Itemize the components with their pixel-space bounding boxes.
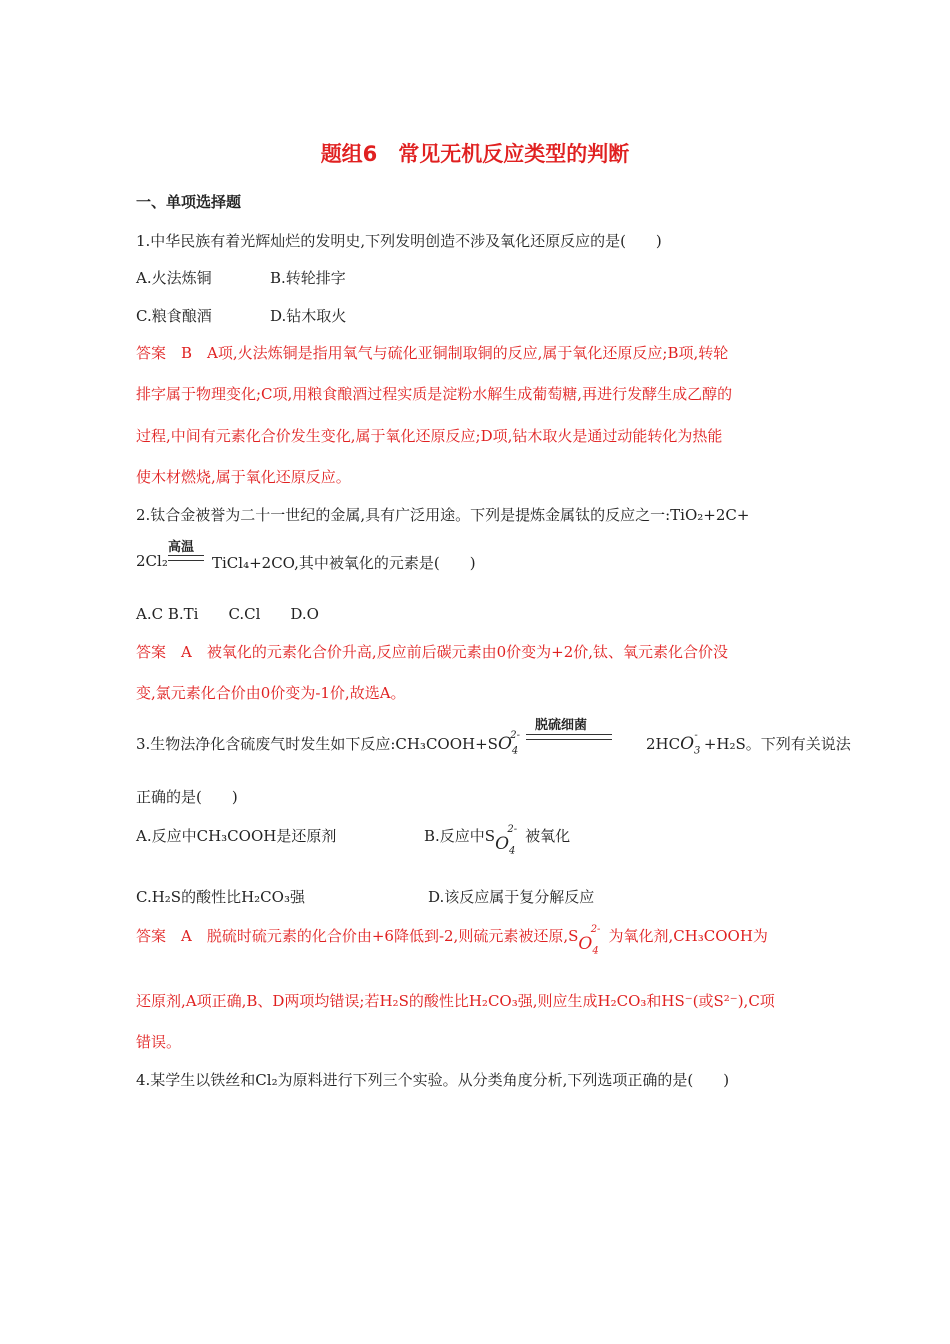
q3-product-hc: 2HC	[646, 735, 681, 753]
q3-equals-sign	[526, 734, 612, 740]
q1-answer-line2: 排字属于物理变化;C项,用粮食酿酒过程实质是淀粉水解生成葡萄糖,再进行发酵生成乙醇的	[136, 385, 733, 403]
q1-answer-line4: 使木材燃烧,属于氧化还原反应。	[136, 468, 351, 486]
q2-reactant: 2Cl₂	[136, 552, 168, 570]
q3-answer-line3: 错误。	[136, 1033, 182, 1051]
q3-option-b-ion	[495, 824, 525, 857]
q3-option-b	[424, 824, 571, 857]
q3-stem-line1	[136, 730, 528, 757]
q1-option-a: A.火法炼铜	[136, 269, 212, 287]
q1-option-b: B.转轮排字	[270, 269, 346, 287]
q3-answer-o: O	[578, 934, 593, 954]
q3-answer-line2: 还原剂,A项正确,B、D两项均错误;若H₂S的酸性比H₂CO₃强,则应生成H₂CO₃和HS⁻(或S²⁻),C项	[136, 992, 775, 1010]
q3-stem-line2: 正确的是( )	[136, 788, 238, 806]
q3-option-b-text: 被氧化	[525, 827, 571, 845]
q3-ion-sup: 2-	[510, 730, 520, 742]
q3-option-b-sup: 2-	[507, 824, 518, 836]
q2-reaction-condition: 高温	[168, 540, 195, 555]
q3-ion-bicarbonate	[680, 730, 704, 757]
q3-stem-tail: +H₂S。下列有关说法	[703, 735, 851, 753]
page-title: 题组6 常见无机反应类型的判断	[320, 142, 630, 166]
q3-ion-o: O	[497, 734, 512, 754]
q3-answer-part1: 答案 A 脱硫时硫元素的化合价由+6降低到-2,则硫元素被还原,S	[136, 927, 579, 945]
q1-answer-line1: 答案 B A项,火法炼铜是指用氧气与硫化亚铜制取铜的反应,属于氧化还原反应;B项,转轮	[136, 344, 729, 362]
q3-option-b-o: O	[495, 834, 510, 854]
q3-reaction-right	[646, 730, 851, 757]
q1-option-d: D.钻木取火	[270, 307, 347, 325]
q1-option-c: C.粮食酿酒	[136, 307, 212, 325]
section-heading: 一、单项选择题	[136, 193, 242, 211]
q2-answer-line1: 答案 A 被氧化的元素化合价升高,反应前后碳元素由0价变为+2价,钛、氧元素化合价没	[136, 643, 729, 661]
q3-ion-sulfate	[497, 730, 528, 757]
q2-stem-line1: 2.钛合金被誉为二十一世纪的金属,具有广泛用途。下列是提炼金属钛的反应之一:TiO₂+2C+	[136, 506, 750, 524]
q3-answer-sub: 4	[592, 945, 599, 957]
q1-stem: 1.中华民族有着光辉灿烂的发明史,下列发明创造不涉及氧化还原反应的是( )	[136, 232, 662, 250]
q3-answer-ion	[578, 924, 608, 957]
q3-option-a: A.反应中CH₃COOH是还原剂	[136, 827, 337, 845]
q3-ion-sub: 4	[511, 745, 519, 757]
q3-option-b-sub: 4	[509, 845, 516, 857]
q4-stem: 4.某学生以铁丝和Cl₂为原料进行下列三个实验。从分类角度分析,下列选项正确的是( )	[136, 1071, 730, 1089]
q3-option-d: D.该反应属于复分解反应	[428, 888, 595, 906]
q3-option-c: C.H₂S的酸性比H₂CO₃强	[136, 888, 305, 906]
q2-options: A.C B.Ti C.Cl D.O	[136, 605, 319, 623]
q1-answer-line3: 过程,中间有元素化合价发生变化,属于氧化还原反应;D项,钻木取火是通过动能转化为热能	[136, 427, 723, 445]
q3-answer-part2: 为氧化剂,CH₃COOH为	[608, 927, 768, 945]
q3-reaction-condition: 脱硫细菌	[535, 718, 588, 733]
q3-product-o: O	[680, 734, 695, 754]
q3-reaction-left: 3.生物法净化含硫废气时发生如下反应:CH₃COOH+S	[136, 735, 498, 753]
q2-equals-sign	[168, 555, 204, 561]
q3-product-sup: -	[694, 730, 698, 742]
q3-option-b-label: B.反应中S	[424, 827, 496, 845]
q3-product-sub: 3	[694, 745, 701, 757]
q2-product: TiCl₄+2CO,其中被氧化的元素是( )	[212, 554, 476, 572]
q2-answer-line2: 变,氯元素化合价由0价变为-1价,故选A。	[136, 684, 406, 702]
q3-answer-line1	[136, 924, 768, 957]
q3-answer-sup: 2-	[590, 924, 601, 936]
